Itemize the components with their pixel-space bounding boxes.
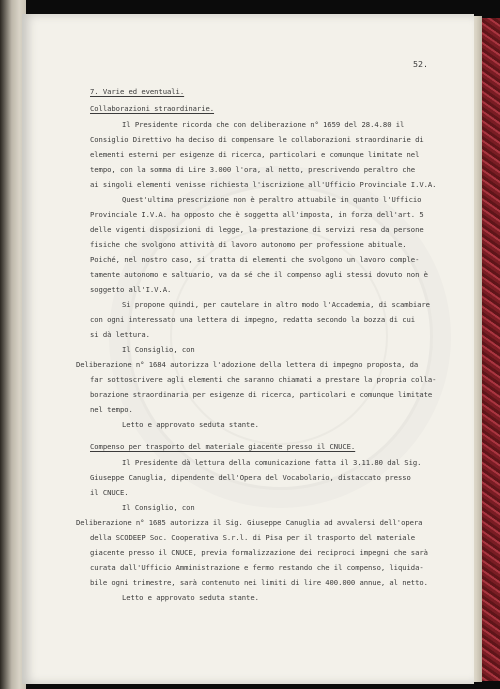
text-line: Letto e approvato seduta stante. — [122, 420, 259, 429]
text-line: Giuseppe Canuglia, dipendente dell'Opera del Vocabolario, distaccato presso — [90, 473, 411, 482]
text-line: nel tempo. — [90, 405, 133, 414]
text-line: Si propone quindi, per cautelare in altro modo l'Accademia, di scambiare — [122, 300, 430, 309]
text-line: fisiche che svolgono attività di lavoro autonomo per professione abituale. — [90, 240, 407, 249]
text-line: soggetto all'I.V.A. — [90, 285, 172, 294]
text-line: far sottoscrivere agli elementi che saranno chiamati a prestare la propria colla- — [90, 375, 437, 384]
text-line: curata dall'Ufficio Amministrazione e fermo restando che il compenso, liquida- — [90, 563, 424, 572]
text-line: Il Consiglio, con — [122, 345, 195, 354]
text-line: Letto e approvato seduta stante. — [122, 593, 259, 602]
text-line: tempo, con la somma di Lire 3.000 l'ora, al netto, prescrivendo peraltro che — [90, 165, 416, 174]
page-number: 52. — [413, 59, 428, 69]
text-line: Il Presidente ricorda che con deliberazione n° 1659 del 28.4.80 il — [122, 120, 405, 129]
deliberation-line: Deliberazione n° 1685 autorizza il Sig. Giuseppe Canuglia ad avvalersi dell'opera — [76, 518, 423, 527]
text-line: ai singoli elementi venisse richiesta l'iscrizione all'Ufficio Provinciale I.V.A. — [90, 180, 437, 189]
text-line: con ogni interessato una lettera di impegno, redatta secondo la bozza di cui — [90, 315, 416, 324]
text-line: si dà lettura. — [90, 330, 150, 339]
subheading-collaborazioni: Collaborazioni straordinarie. — [90, 104, 215, 113]
text-line: Provinciale I.V.A. ha opposto che è soggetta all'imposta, in forza dell'art. 5 — [90, 210, 424, 219]
text-line: elementi esterni per esigenze di ricerca, particolari e comunque limitate nel — [90, 150, 420, 159]
book-spine-red — [480, 18, 500, 681]
text-line: Il Consiglio, con — [122, 503, 195, 512]
text-line: delle vigenti disposizioni di legge, la prestazione di servizi resa da persone — [90, 225, 424, 234]
text-line: Consiglio Direttivo ha deciso di compensare le collaborazioni straordinarie di — [90, 135, 424, 144]
text-line: bile ogni trimestre, sarà contenuto nei limiti di lire 400.000 annue, al netto. — [90, 578, 428, 587]
text-line: borazione straordinaria per esigenze di ricerca, particolari e comunque limitate — [90, 390, 433, 399]
deliberation-line: Deliberazione n° 1684 autorizza l'adozione della lettera di impegno proposta, da — [76, 360, 419, 369]
text-line: Poiché, nel nostro caso, si tratta di elementi che svolgono un lavoro comple- — [90, 255, 420, 264]
text-line: Quest'ultima prescrizione non è peraltro attuabile in quanto l'Ufficio — [122, 195, 422, 204]
text-line: della SCODEEP Soc. Cooperativa S.r.l. di Pisa per il trasporto del materiale — [90, 533, 416, 542]
section-heading-varie: 7. Varie ed eventuali. — [90, 87, 185, 96]
text-line: giacente presso il CNUCE, previa formalizzazione dei reciproci impegni che sarà — [90, 548, 428, 557]
section-heading-compenso: Compenso per trasporto del materiale giacente presso il CNUCE. — [90, 442, 356, 451]
text-line: tamente autonomo e saltuario, va da sé che il compenso agli stessi dovuto non è — [90, 270, 428, 279]
text-line: il CNUCE. — [90, 488, 129, 497]
text-line: Il Presidente dà lettura della comunicazione fatta il 3.11.80 dal Sig. — [122, 458, 422, 467]
